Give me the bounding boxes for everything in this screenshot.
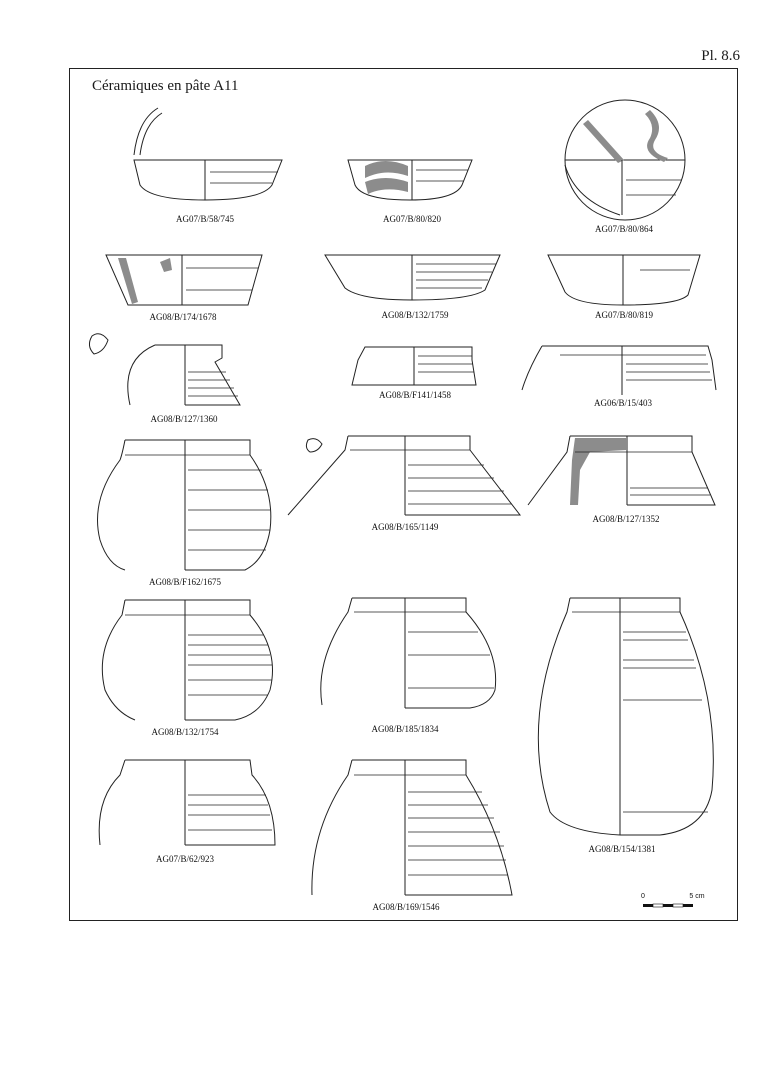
plate-number: Pl. 8.6 [701, 48, 740, 64]
vessel-label: AG08/B/154/1381 [588, 844, 656, 854]
vessel-drawing-923 [99, 760, 275, 845]
vessel-label: AG08/B/132/1759 [381, 310, 449, 320]
vessel-label: AG08/B/127/1352 [592, 514, 660, 524]
vessel-drawing-1458 [352, 347, 476, 385]
vessel-label: AG08/B/F141/1458 [378, 390, 452, 400]
vessel-drawing-403 [522, 346, 716, 395]
vessel-drawing-1149 [288, 436, 520, 515]
vessel-drawing-819 [548, 255, 700, 305]
vessel-label: AG08/B/165/1149 [371, 522, 439, 532]
scale-start-label: 0 [641, 893, 645, 900]
vessel-label: AG08/B/174/1678 [149, 312, 217, 322]
vessel-label: AG07/B/62/923 [155, 854, 215, 864]
vessel-drawing-864 [565, 100, 685, 220]
vessel-drawing-1834 [321, 598, 496, 708]
vessel-label: AG08/B/132/1754 [151, 727, 219, 737]
vessel-drawing-1759 [325, 255, 500, 300]
vessel-label: AG06/B/15/403 [593, 398, 653, 408]
vessel-label: AG08/B/F162/1675 [148, 577, 222, 587]
scale-end-label: 5 cm [689, 893, 705, 900]
vessel-label: AG08/B/169/1546 [372, 902, 440, 912]
plate-title: Céramiques en pâte A11 [92, 78, 239, 94]
scale-bar [641, 893, 705, 907]
vessel-label: AG08/B/127/1360 [150, 414, 218, 424]
vessel-drawing-745 [134, 108, 282, 200]
vessel-label: AG07/B/80/820 [382, 214, 442, 224]
vessel-drawing-820 [348, 160, 472, 200]
vessel-drawing-1360 [89, 334, 240, 405]
vessel-label: AG07/B/80/819 [594, 310, 654, 320]
vessel-label: AG07/B/80/864 [594, 224, 654, 234]
vessel-drawing-1352 [528, 436, 715, 505]
vessel-drawing-1381 [538, 598, 713, 835]
vessel-label: AG08/B/185/1834 [371, 724, 439, 734]
vessel-drawing-1678 [106, 255, 262, 305]
vessel-drawing-1675 [98, 440, 271, 570]
vessel-drawing-1546 [312, 760, 512, 895]
vessel-label: AG07/B/58/745 [175, 214, 235, 224]
vessel-drawing-1754 [102, 600, 272, 720]
